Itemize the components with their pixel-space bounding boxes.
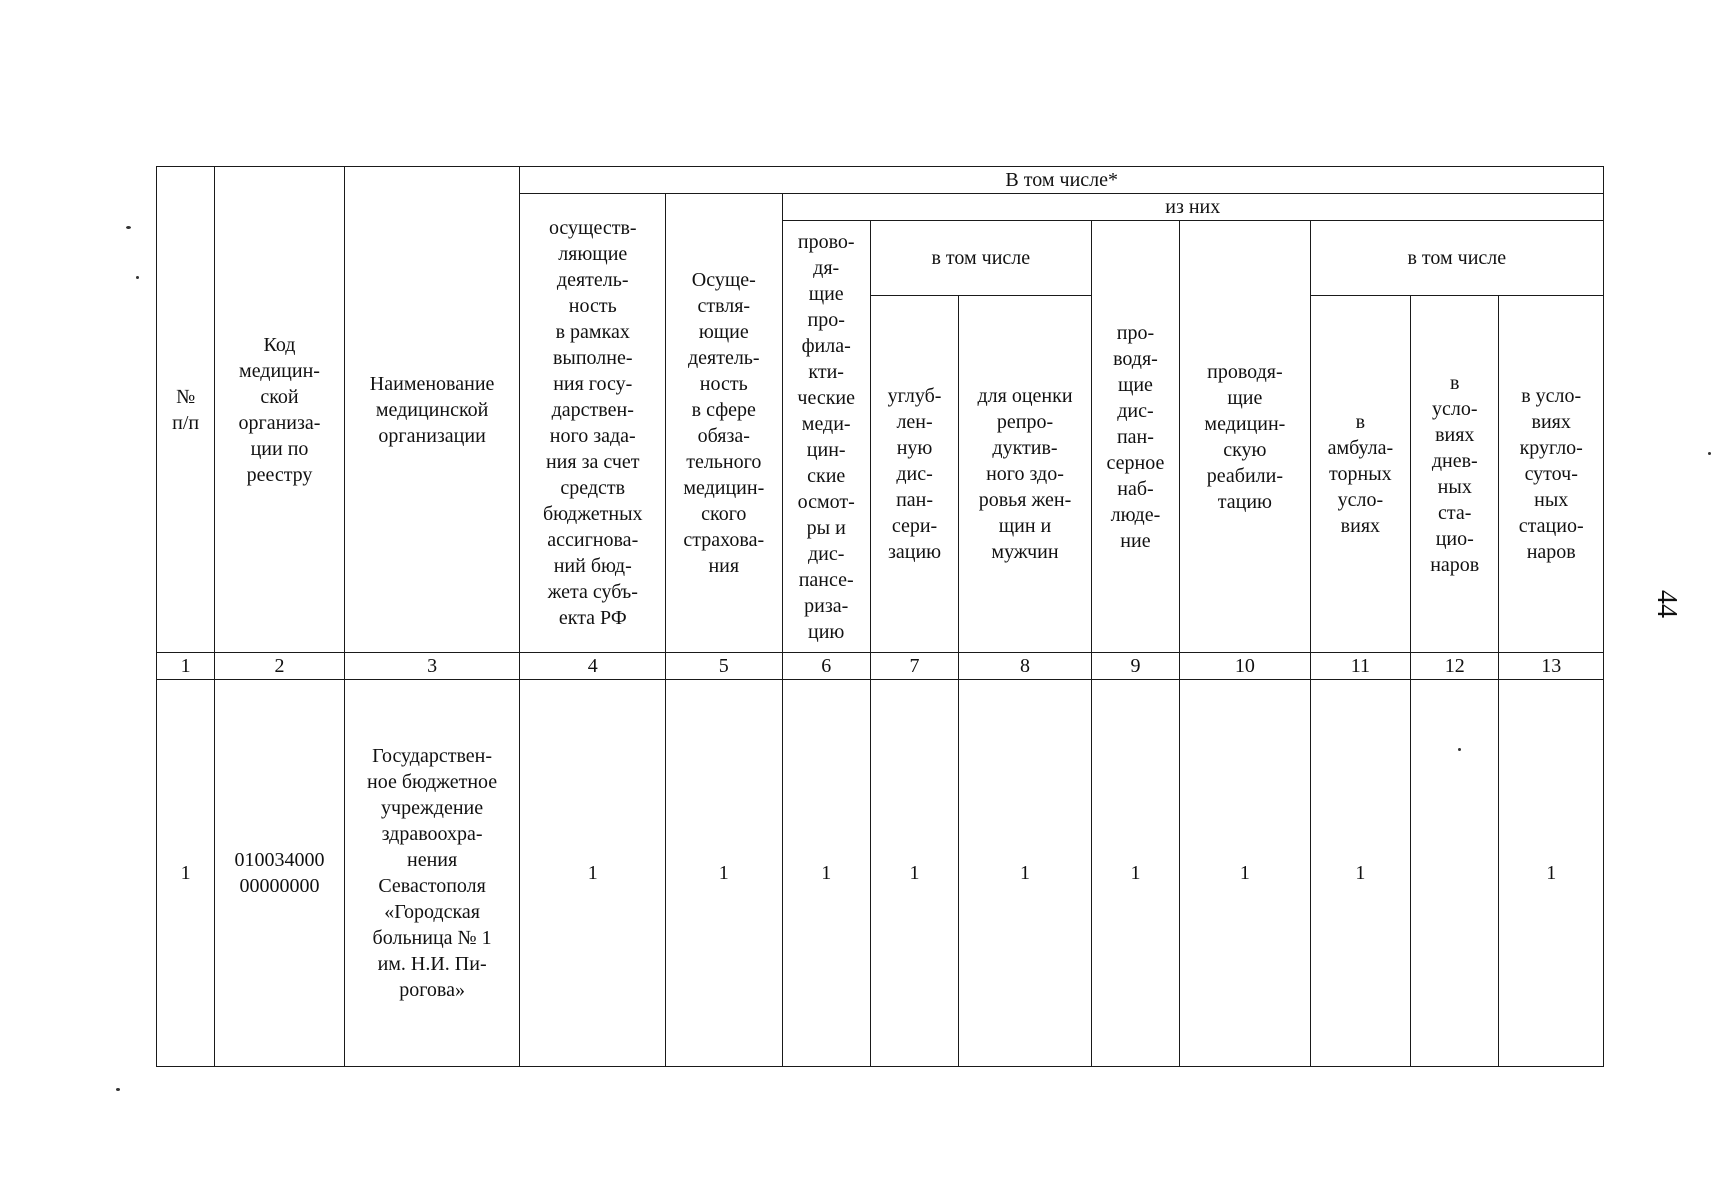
- column-number: 8: [959, 653, 1092, 680]
- scan-speck: [136, 276, 139, 279]
- header-org-name: Наименование медицинской организации: [344, 167, 520, 653]
- header-of-them: из них: [782, 194, 1603, 221]
- table-row: [157, 680, 1604, 1067]
- header-budget-activity: осуществ- ляющие деятель- ность в рамках выполне- ния госу- дарствен- ного зада- ния за счет средств бюджетных ассигнова- ний бюд- жета субъ- екта РФ: [520, 194, 666, 653]
- row-org-code: 010034000 00000000: [215, 680, 345, 1067]
- header-reproductive-health: для оценки репро- дуктив- ного здо- ровья жен- щин и мужчин: [959, 296, 1092, 653]
- scan-speck: [1458, 748, 1461, 751]
- header-including-rehab: в том числе: [1310, 221, 1603, 296]
- column-number: 6: [782, 653, 870, 680]
- header-including-dispensary: в том числе: [870, 221, 1091, 296]
- header-deep-dispensary: углуб- лен- ную дис- пан- сери- зацию: [870, 296, 958, 653]
- header-day-hospital: в усло- виях днев- ных ста- цио- наров: [1411, 296, 1499, 653]
- row-value-day-hospital: [1411, 680, 1499, 1067]
- column-number: 9: [1091, 653, 1179, 680]
- row-value-deep-dispensary: 1: [870, 680, 958, 1067]
- row-number: 1: [157, 680, 215, 1067]
- header-dispensary-observation: про- водя- щие дис- пан- серное наб- люде- ние: [1091, 221, 1179, 653]
- row-value-oms: 1: [666, 680, 782, 1067]
- row-value-outpatient: 1: [1310, 680, 1410, 1067]
- header-org-code: Код медицин- ской организа- ции по реестру: [215, 167, 345, 653]
- column-number-row: [157, 653, 1604, 680]
- column-number: 4: [520, 653, 666, 680]
- header-prophylactic-exams: прово- дя- щие про- фила- кти- ческие меди- цин- ские осмот- ры и дис- пансе- риза- цию: [782, 221, 870, 653]
- medical-organizations-table: [156, 166, 1604, 1067]
- header-rehabilitation: проводя- щие медицин- скую реабили- тацию: [1180, 221, 1311, 653]
- header-row-number: № п/п: [157, 167, 215, 653]
- row-value-round-the-clock: 1: [1499, 680, 1604, 1067]
- column-number: 1: [157, 653, 215, 680]
- column-number: 5: [666, 653, 782, 680]
- column-number: 3: [344, 653, 520, 680]
- row-value-dispensary-observation: 1: [1091, 680, 1179, 1067]
- column-number: 7: [870, 653, 958, 680]
- header-oms-activity: Осуще- ствля- ющие деятель- ность в сфере обяза- тельного медицин- ского страхова- ния: [666, 194, 782, 653]
- column-number: 10: [1180, 653, 1311, 680]
- column-number: 13: [1499, 653, 1604, 680]
- header-including-group: В том числе*: [520, 167, 1604, 194]
- row-value-rehabilitation: 1: [1180, 680, 1311, 1067]
- scan-speck: [1708, 452, 1711, 455]
- row-org-name: Государствен- ное бюджетное учреждение здравоохра- нения Севастополя «Городская больница № 1 им. Н.И. Пи- рогова»: [344, 680, 520, 1067]
- page-number: 44: [1651, 590, 1682, 618]
- scan-speck: [126, 226, 131, 229]
- row-value-reproductive: 1: [959, 680, 1092, 1067]
- row-value-prophylactic: 1: [782, 680, 870, 1067]
- header-round-the-clock-hospital: в усло- виях кругло- суточ- ных стацио- наров: [1499, 296, 1604, 653]
- header-outpatient: в амбула- торных усло- виях: [1310, 296, 1410, 653]
- column-number: 12: [1411, 653, 1499, 680]
- column-number: 2: [215, 653, 345, 680]
- column-number: 11: [1310, 653, 1410, 680]
- row-value-budget: 1: [520, 680, 666, 1067]
- scan-speck: [116, 1088, 120, 1091]
